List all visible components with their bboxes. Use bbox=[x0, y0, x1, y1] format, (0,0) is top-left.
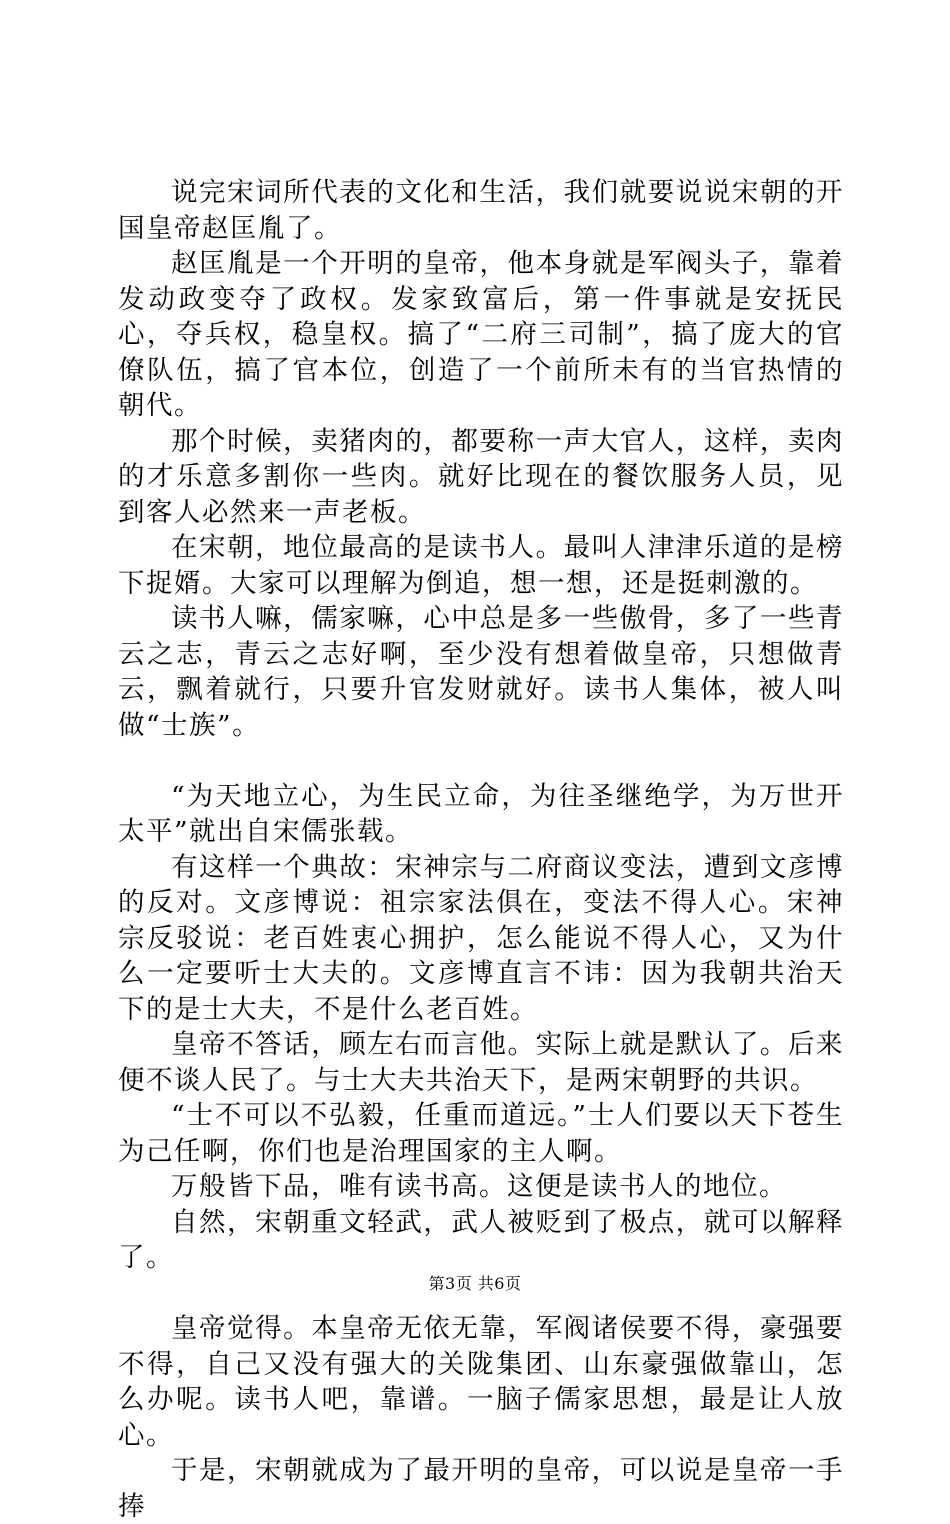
paragraph-6: “为天地立心，为生民立命，为往圣继绝学，为万世开太平”就出自宋儒张载。 bbox=[118, 780, 844, 847]
page-footer bbox=[0, 1274, 950, 1294]
paragraph-5: 读书人嘛，儒家嘛，心中总是多一些傲骨，多了一些青云之志，青云之志好啊，至少没有想着做皇帝，只想做青云，飘着就行，只要升官发财就好。读书人集体，被人叫做“士族”。 bbox=[118, 603, 844, 741]
document-body bbox=[118, 175, 844, 1524]
paragraph-8: 皇帝不答话，顾左右而言他。实际上就是默认了。后来便不谈人民了。与士大夫共治天下，是两宋朝野的共识。 bbox=[118, 1029, 844, 1096]
paragraph-1: 说完宋词所代表的文化和生活，我们就要说说宋朝的开国皇帝赵匡胤了。 bbox=[118, 177, 844, 244]
paragraph-9: “士不可以不弘毅，任重而道远。”士人们要以天下苍生为己任啊，你们也是治理国家的主人啊。 bbox=[118, 1100, 844, 1167]
paragraph-4: 在宋朝，地位最高的是读书人。最叫人津津乐道的是榜下捉婿。大家可以理解为倒追，想一想，还是挺刺激的。 bbox=[118, 532, 844, 599]
paragraph-12: 皇帝觉得。本皇帝无依无靠，军阀诸侯要不得，豪强要不得，自己又没有强大的关陇集团、山东豪强做靠山，怎么办呢。读书人吧，靠谱。一脑子儒家思想，最是让人放心。 bbox=[118, 1313, 844, 1451]
paragraph-13: 于是，宋朝就成为了最开明的皇帝，可以说是皇帝一手捧 bbox=[118, 1455, 844, 1522]
paragraph-10: 万般皆下品，唯有读书高。这便是读书人的地位。 bbox=[171, 1171, 787, 1202]
paragraph-3: 那个时候，卖猪肉的，都要称一声大官人，这样，卖肉的才乐意多割你一些肉。就好比现在的餐饮服务人员，见到客人必然来一声老板。 bbox=[118, 425, 844, 528]
paragraph-7: 有这样一个典故：宋神宗与二府商议变法，遭到文彦博的反对。文彦博说：祖宗家法俱在，变法不得人心。宋神宗反驳说：老百姓衷心拥护，怎么能说不得人心，又为什么一定要听士大夫的。文彦博直言不讳：因为我朝共治天下的是士大夫，不是什么老百姓。 bbox=[118, 851, 844, 1025]
paragraph-11: 自然，宋朝重文轻武，武人被贬到了极点，就可以解释了。 bbox=[118, 1206, 844, 1273]
page-number-label: 第3页 共6页 bbox=[428, 1274, 522, 1293]
paragraph-2: 赵匡胤是一个开明的皇帝，他本身就是军阀头子，靠着发动政变夺了政权。发家致富后，第一件事就是安抚民心，夺兵权，稳皇权。搞了“二府三司制”，搞了庞大的官僚队伍，搞了官本位，创造了一个前所未有的当官热情的朝代。 bbox=[118, 248, 844, 421]
